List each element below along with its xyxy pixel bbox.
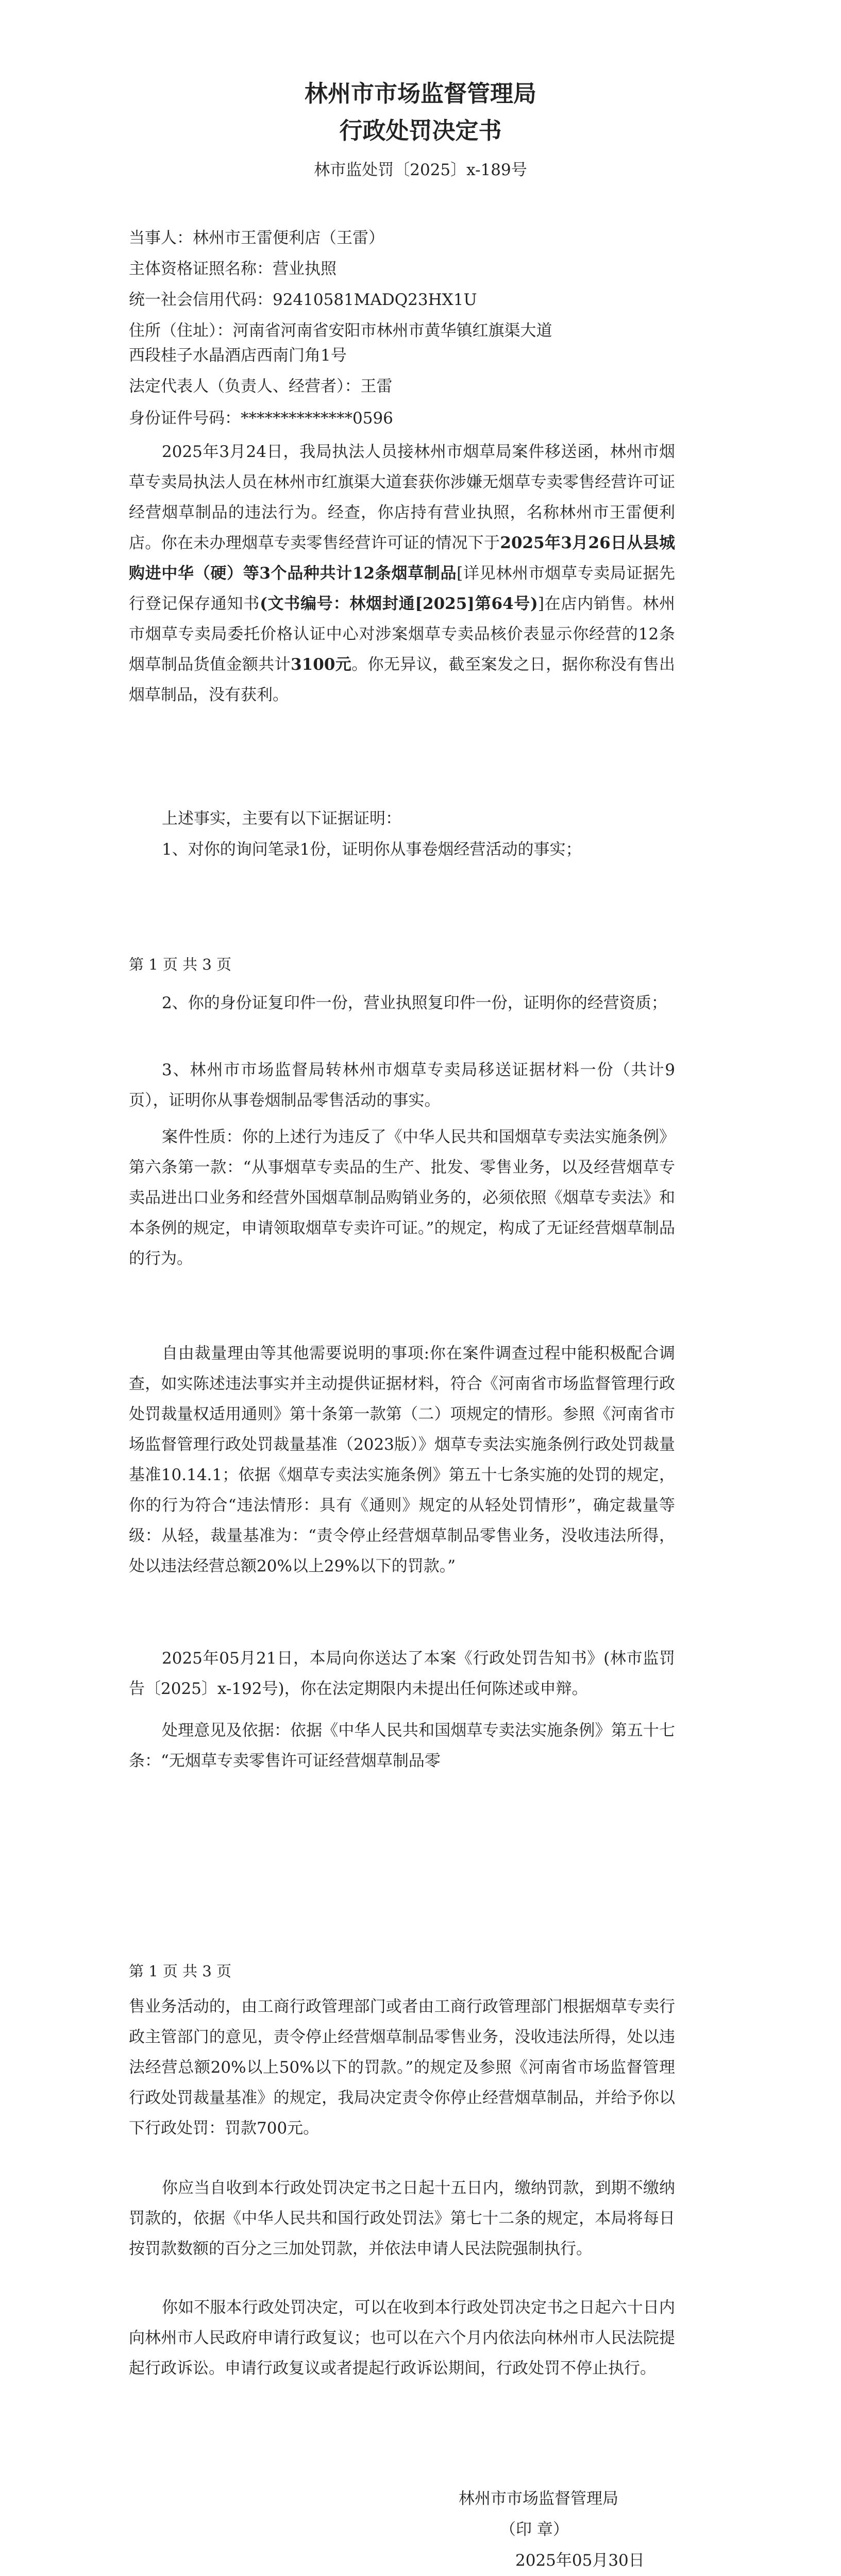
party-id-number: 身份证件号码：**************0596 xyxy=(129,409,393,428)
penalty-decision-paragraph: 售业务活动的，由工商行政管理部门或者由工商行政管理部门根据烟草专卖行政主管部门的意见，责令停止经营烟草制品零售业务，没收违法所得，处以违法经营总额20%以上50%以下的罚款。”的规定及参照《河南省市场监督管理行政处罚裁量基准》的规定，我局决定责令你停止经营烟草制品，并给予你以下行政处罚：罚款700元。 xyxy=(129,1997,675,2138)
signature-organization: 林州市市场监督管理局 xyxy=(459,2489,618,2508)
party-license: 主体资格证照名称：营业执照 xyxy=(129,260,337,278)
document-number: 林市监处罚〔2025〕x-189号 xyxy=(314,161,527,179)
party-name: 当事人：林州市王雷便利店（王雷） xyxy=(129,229,384,247)
party-credit-code: 统一社会信用代码：92410581MADQ23HX1U xyxy=(129,291,477,309)
signature-seal: （印 章） xyxy=(500,2520,569,2539)
evidence-item-1: 1、对你的询问笔录1份，证明你从事卷烟经营活动的事实； xyxy=(162,840,582,859)
evidence-item-2: 2、你的身份证复印件一份，营业执照复印件一份，证明你的经营资质； xyxy=(162,994,667,1012)
case-nature-paragraph: 案件性质：你的上述行为违反了《中华人民共和国烟草专卖法实施条例》第六条第一款：“从事烟草专卖品的生产、批发、零售业务，以及经营烟草专卖品进出口业务和经营外国烟草制品购销业务的，必须依照《烟草专卖法》和本条例的规定，申请领取烟草专卖许可证。”的规定，构成了无证经营烟草制品的行为。 xyxy=(129,1128,675,1268)
evidence-item-3: 3、林州市市场监督局转林州市烟草专卖局移送证据材料一份（共计9页），证明你从事卷烟制品零售活动的事实。 xyxy=(129,1061,675,1110)
party-representative: 法定代表人（负责人、经营者）：王雷 xyxy=(129,377,393,396)
appeal-paragraph: 你如不服本行政处罚决定，可以在收到本行政处罚决定书之日起六十日内向林州市人民政府申请行政复议；也可以在六个月内依法向林州市人民法院提起行政诉讼。申请行政复议或者提起行政诉讼期间，行政处罚不停止执行。 xyxy=(129,2298,675,2378)
document-title: 行政处罚决定书 xyxy=(339,117,502,144)
signature-date: 2025年05月30日 xyxy=(515,2551,645,2570)
payment-paragraph: 你应当自收到本行政处罚决定书之日起十五日内，缴纳罚款，到期不缴纳罚款的，依据《中华人民共和国行政处罚法》第七十二条的规定，本局将每日按罚款数额的百分之三加处罚款，并依法申请人民法院强制执行。 xyxy=(129,2179,675,2258)
discretion-paragraph: 自由裁量理由等其他需要说明的事项:你在案件调查过程中能积极配合调查，如实陈述违法事实并主动提供证据材料，符合《河南省市场监督管理行政处罚裁量权适用通则》第十条第一款第（二）项规定的情形。参照《河南省市场监督管理行政处罚裁量基准（2023版）》烟草专卖法实施条例行政处罚裁量基准10.14.1；依据《烟草专卖法实施条例》第五十七条实施的处罚的规定，你的行为符合“违法情形：具有《通则》规定的从轻处罚情形”，确定裁量等级：从轻，裁量基准为：“责令停止经营烟草制品零售业务，没收违法所得，处以违法经营总额20%以上29%以下的罚款。” xyxy=(129,1344,675,1575)
handling-basis-paragraph: 处理意见及依据：依据《中华人民共和国烟草专卖法实施条例》第五十七条：“无烟草专卖零售许可证经营烟草制品零 xyxy=(129,1721,675,1770)
party-address-continued: 西段桂子水晶酒店西南门角1号 xyxy=(129,346,347,365)
evidence-intro: 上述事实，主要有以下证据证明： xyxy=(162,809,401,828)
case-facts-paragraph: 2025年3月24日，我局执法人员接林州市烟草局案件移送函，林州市烟草专卖局执法人员在林州市红旗渠大道套获你涉嫌无烟草专卖零售经营许可证经营烟草制品的违法行为。经查，你店持有营业执照，名称林州市王雷便利店。你在未办理烟草专卖零售经营许可证的情况下于2025年3月26日从县城购进中华（硬）等3个品种共计12条烟草制品[详见林州市烟草专卖局证据先行登记保存通知书(文书编号：林烟封通[2025]第64号)]在店内销售。林州市烟草专卖局委托价格认证中心对涉案烟草专卖品核价表显示你经营的12条烟草制品货值金额共计3100元。你无异议，截至案发之日，据你称没有售出烟草制品，没有获利。 xyxy=(129,443,676,704)
authority-title: 林州市市场监督管理局 xyxy=(304,80,536,107)
party-address: 住所（住址）：河南省河南省安阳市林州市黄华镇红旗渠大道 xyxy=(129,321,552,340)
notice-paragraph: 2025年05月21日，本局向你送达了本案《行政处罚告知书》(林市监罚告〔2025〕x-192号)，你在法定期限内未提出任何陈述或申辩。 xyxy=(129,1649,675,1698)
page-footer-2: 第 1 页 共 3 页 xyxy=(129,1962,231,1980)
page-footer-1: 第 1 页 共 3 页 xyxy=(129,956,231,973)
